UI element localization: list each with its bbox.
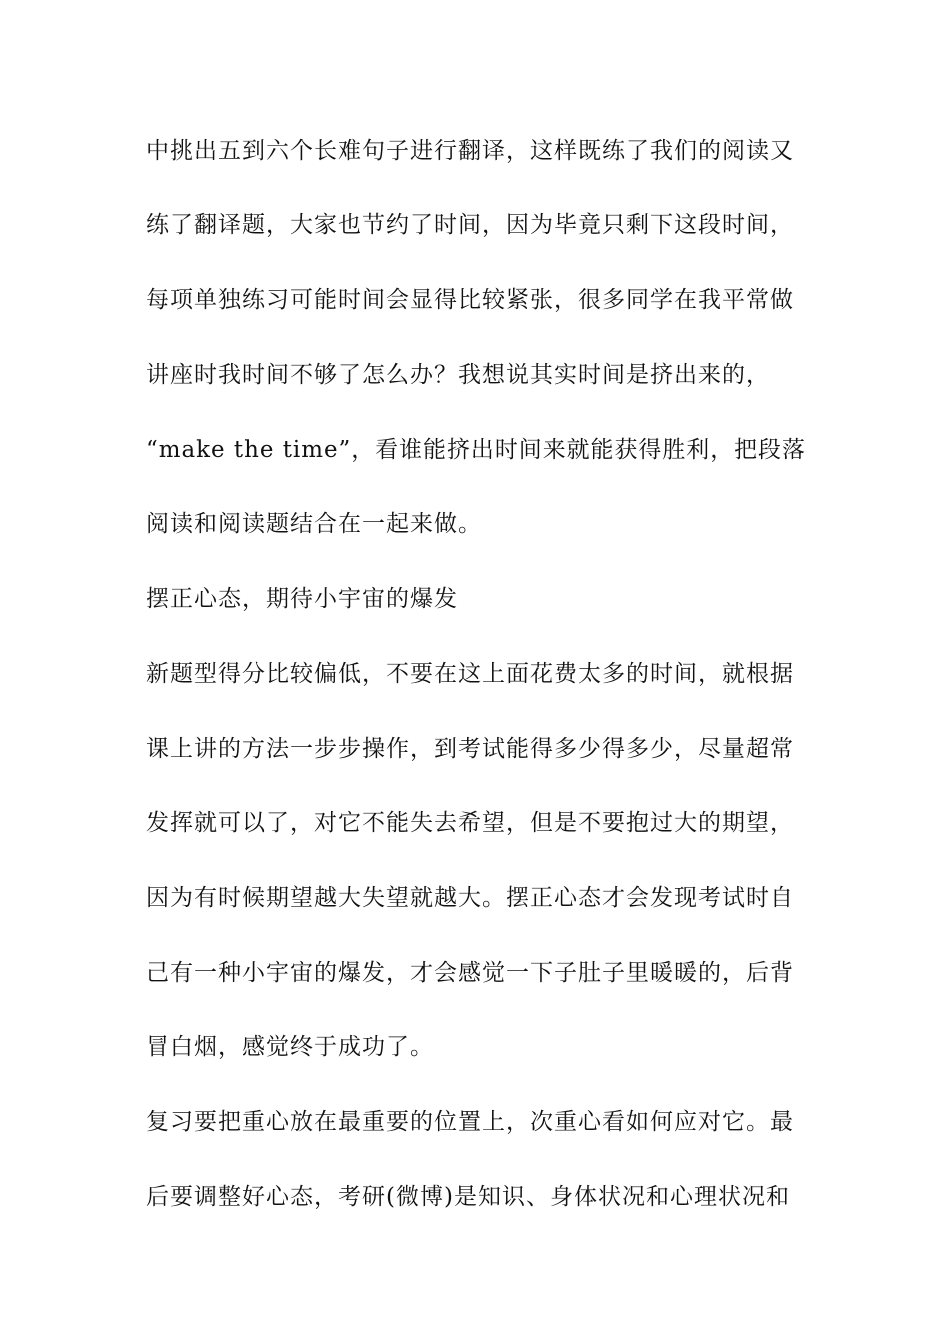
text-line: “make the time”，看谁能挤出时间来就能获得胜利，把段落: [146, 437, 806, 463]
text-line: 新题型得分比较偏低，不要在这上面花费太多的时间，就根据: [146, 661, 794, 687]
text-line: 课上讲的方法一步步操作，到考试能得多少得多少，尽量超常: [146, 736, 794, 762]
text-line: 每项单独练习可能时间会显得比较紧张，很多同学在我平常做: [146, 287, 794, 313]
text-line: 练了翻译题，大家也节约了时间，因为毕竟只剩下这段时间，: [146, 212, 794, 238]
text-line: 复习要把重心放在最重要的位置上，次重心看如何应对它。最: [146, 1109, 794, 1135]
text-line: 因为有时候期望越大失望就越大。摆正心态才会发现考试时自: [146, 885, 794, 911]
text-line: 阅读和阅读题结合在一起来做。: [146, 511, 482, 537]
text-line: 后要调整好心态，考研(微博)是知识、身体状况和心理状况和: [146, 1184, 790, 1210]
text-line: 讲座时我时间不够了怎么办？我想说其实时间是挤出来的，: [146, 362, 770, 388]
text-line: 中挑出五到六个长难句子进行翻译，这样既练了我们的阅读又: [146, 138, 794, 164]
text-line: 己有一种小宇宙的爆发，才会感觉一下子肚子里暖暖的，后背: [146, 960, 794, 986]
text-line: 冒白烟，感觉终于成功了。: [146, 1034, 434, 1060]
section-heading: 摆正心态，期待小宇宙的爆发: [146, 586, 458, 612]
text-line: 发挥就可以了，对它不能失去希望，但是不要抱过大的期望，: [146, 810, 794, 836]
